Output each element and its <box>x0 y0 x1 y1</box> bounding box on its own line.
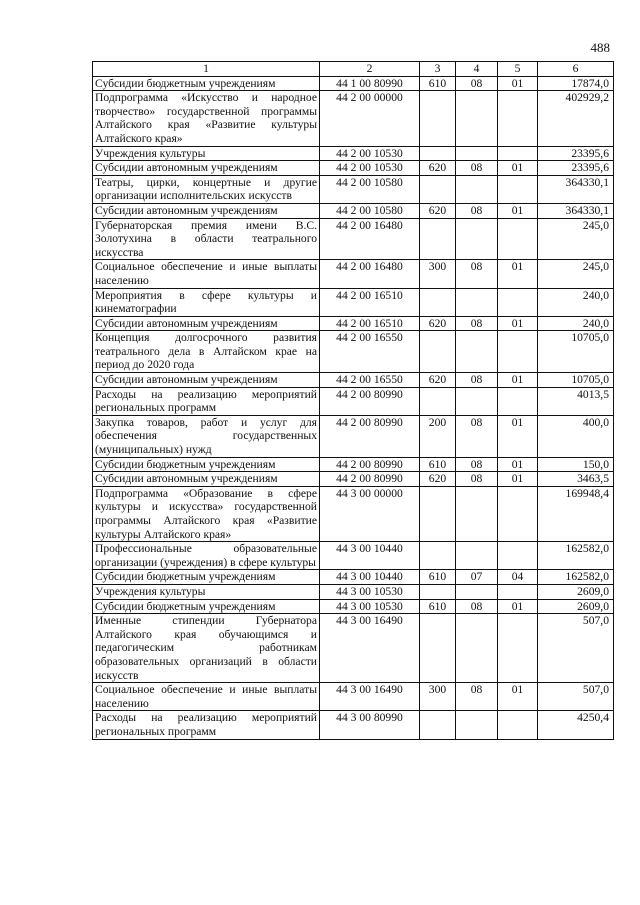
cell-sum: 364330,1 <box>538 175 614 203</box>
table-row <box>93 542 614 570</box>
cell-pr <box>498 288 538 316</box>
cell-sum: 10705,0 <box>538 373 614 388</box>
cell-pr <box>498 584 538 599</box>
cell-vr: 200 <box>420 415 456 457</box>
cell-pr <box>498 218 538 260</box>
table-row <box>93 91 614 146</box>
cell-code: 44 3 00 10530 <box>320 584 420 599</box>
cell-code: 44 3 00 16490 <box>320 683 420 711</box>
cell-rz: 08 <box>456 161 498 176</box>
cell-pr: 01 <box>498 161 538 176</box>
cell-code: 44 2 00 80990 <box>320 472 420 487</box>
cell-pr <box>498 175 538 203</box>
cell-sum: 17874,0 <box>538 76 614 91</box>
cell-name: Субсидии автономным учреждениям <box>93 316 320 331</box>
cell-vr <box>420 387 456 415</box>
header-cell: 3 <box>420 62 456 77</box>
cell-name: Концепция долгосрочного развития театрального дела в Алтайском крае на период до 2020 года <box>93 331 320 373</box>
header-cell: 1 <box>93 62 320 77</box>
cell-pr: 04 <box>498 570 538 585</box>
cell-vr: 620 <box>420 316 456 331</box>
cell-vr <box>420 146 456 161</box>
cell-rz <box>456 288 498 316</box>
cell-sum: 400,0 <box>538 415 614 457</box>
cell-rz <box>456 91 498 146</box>
cell-rz <box>456 542 498 570</box>
cell-rz: 08 <box>456 373 498 388</box>
cell-rz: 08 <box>456 203 498 218</box>
table-row <box>93 614 614 683</box>
table-row <box>93 146 614 161</box>
cell-rz <box>456 711 498 739</box>
cell-vr <box>420 288 456 316</box>
cell-name: Субсидии бюджетным учреждениям <box>93 570 320 585</box>
cell-rz <box>456 387 498 415</box>
cell-rz: 08 <box>456 76 498 91</box>
cell-sum: 23395,6 <box>538 161 614 176</box>
cell-name: Губернаторская премия имени В.С. Золотухина в области театрального искусства <box>93 218 320 260</box>
cell-sum: 245,0 <box>538 260 614 288</box>
cell-vr <box>420 218 456 260</box>
table-row <box>93 316 614 331</box>
cell-code: 44 3 00 10440 <box>320 570 420 585</box>
cell-code: 44 2 00 00000 <box>320 91 420 146</box>
cell-sum: 2609,0 <box>538 584 614 599</box>
cell-name: Субсидии автономным учреждениям <box>93 472 320 487</box>
table-row <box>93 486 614 541</box>
cell-name: Социальное обеспечение и иные выплаты населению <box>93 683 320 711</box>
cell-code: 44 3 00 10530 <box>320 599 420 614</box>
cell-vr <box>420 542 456 570</box>
cell-code: 44 2 00 10530 <box>320 161 420 176</box>
table-row <box>93 260 614 288</box>
cell-rz: 08 <box>456 260 498 288</box>
header-cell: 2 <box>320 62 420 77</box>
cell-name: Театры, цирки, концертные и другие организации исполнительских искусств <box>93 175 320 203</box>
table-row <box>93 599 614 614</box>
table-row <box>93 387 614 415</box>
cell-code: 44 3 00 16490 <box>320 614 420 683</box>
cell-code: 44 2 00 16510 <box>320 316 420 331</box>
cell-name: Субсидии бюджетным учреждениям <box>93 457 320 472</box>
cell-rz <box>456 486 498 541</box>
cell-sum: 364330,1 <box>538 203 614 218</box>
header-cell: 5 <box>498 62 538 77</box>
cell-rz <box>456 614 498 683</box>
cell-sum: 162582,0 <box>538 542 614 570</box>
cell-rz: 08 <box>456 316 498 331</box>
cell-name: Закупка товаров, работ и услуг для обеспечения государственных (муниципальных) нужд <box>93 415 320 457</box>
table-row <box>93 175 614 203</box>
cell-code: 44 3 00 00000 <box>320 486 420 541</box>
budget-table <box>92 61 614 740</box>
table-row <box>93 288 614 316</box>
cell-sum: 150,0 <box>538 457 614 472</box>
cell-pr <box>498 542 538 570</box>
cell-pr: 01 <box>498 683 538 711</box>
cell-sum: 23395,6 <box>538 146 614 161</box>
cell-vr: 300 <box>420 260 456 288</box>
cell-sum: 507,0 <box>538 683 614 711</box>
cell-name: Профессиональные образовательные организации (учреждения) в сфере культуры <box>93 542 320 570</box>
cell-code: 44 2 00 16510 <box>320 288 420 316</box>
table-row <box>93 76 614 91</box>
cell-rz <box>456 218 498 260</box>
cell-vr: 610 <box>420 457 456 472</box>
cell-name: Субсидии автономным учреждениям <box>93 161 320 176</box>
cell-name: Учреждения культуры <box>93 146 320 161</box>
cell-pr: 01 <box>498 415 538 457</box>
cell-sum: 4013,5 <box>538 387 614 415</box>
cell-vr: 610 <box>420 76 456 91</box>
cell-sum: 507,0 <box>538 614 614 683</box>
table-row <box>93 472 614 487</box>
table-row <box>93 683 614 711</box>
cell-code: 44 2 00 10580 <box>320 175 420 203</box>
cell-pr: 01 <box>498 472 538 487</box>
table-row <box>93 570 614 585</box>
cell-pr: 01 <box>498 599 538 614</box>
cell-name: Социальное обеспечение и иные выплаты населению <box>93 260 320 288</box>
cell-name: Подпрограмма «Образование в сфере культуры и искусства» государственной программы Алтайского края «Развитие культуры Алтайского края» <box>93 486 320 541</box>
cell-code: 44 2 00 80990 <box>320 387 420 415</box>
cell-sum: 4250,4 <box>538 711 614 739</box>
cell-rz: 08 <box>456 457 498 472</box>
table-row <box>93 711 614 739</box>
cell-code: 44 2 00 10530 <box>320 146 420 161</box>
cell-name: Расходы на реализацию мероприятий региональных программ <box>93 387 320 415</box>
cell-pr: 01 <box>498 203 538 218</box>
table-row <box>93 218 614 260</box>
cell-pr <box>498 387 538 415</box>
table-row <box>93 203 614 218</box>
cell-pr: 01 <box>498 260 538 288</box>
table-row <box>93 457 614 472</box>
cell-vr <box>420 486 456 541</box>
cell-vr: 620 <box>420 472 456 487</box>
cell-vr: 300 <box>420 683 456 711</box>
cell-pr <box>498 614 538 683</box>
cell-code: 44 2 00 80990 <box>320 415 420 457</box>
cell-vr: 620 <box>420 161 456 176</box>
cell-rz <box>456 584 498 599</box>
cell-rz: 08 <box>456 683 498 711</box>
cell-code: 44 2 00 16550 <box>320 373 420 388</box>
cell-sum: 245,0 <box>538 218 614 260</box>
cell-sum: 3463,5 <box>538 472 614 487</box>
cell-code: 44 2 00 10580 <box>320 203 420 218</box>
cell-vr <box>420 711 456 739</box>
table-row <box>93 584 614 599</box>
cell-pr: 01 <box>498 76 538 91</box>
cell-vr: 620 <box>420 373 456 388</box>
table-body <box>93 62 614 740</box>
table-header-row <box>93 62 614 77</box>
cell-pr <box>498 146 538 161</box>
cell-vr: 610 <box>420 599 456 614</box>
cell-code: 44 2 00 16550 <box>320 331 420 373</box>
table-row <box>93 161 614 176</box>
cell-code: 44 1 00 80990 <box>320 76 420 91</box>
cell-sum: 240,0 <box>538 288 614 316</box>
cell-rz: 07 <box>456 570 498 585</box>
table-row <box>93 415 614 457</box>
cell-code: 44 3 00 80990 <box>320 711 420 739</box>
cell-name: Субсидии бюджетным учреждениям <box>93 76 320 91</box>
cell-name: Подпрограмма «Искусство и народное творчество» государственной программы Алтайского края «Развитие культуры Алтайского края» <box>93 91 320 146</box>
cell-name: Расходы на реализацию мероприятий региональных программ <box>93 711 320 739</box>
cell-name: Мероприятия в сфере культуры и кинематографии <box>93 288 320 316</box>
cell-code: 44 3 00 10440 <box>320 542 420 570</box>
cell-sum: 162582,0 <box>538 570 614 585</box>
cell-name: Учреждения культуры <box>93 584 320 599</box>
cell-rz: 08 <box>456 599 498 614</box>
cell-vr <box>420 175 456 203</box>
cell-sum: 2609,0 <box>538 599 614 614</box>
cell-name: Именные стипендии Губернатора Алтайского края обучающимся и педагогическим работникам образовательных организаций в области искусств <box>93 614 320 683</box>
header-cell: 4 <box>456 62 498 77</box>
cell-sum: 240,0 <box>538 316 614 331</box>
cell-vr <box>420 584 456 599</box>
cell-code: 44 2 00 16480 <box>320 218 420 260</box>
cell-pr: 01 <box>498 373 538 388</box>
cell-rz: 08 <box>456 415 498 457</box>
cell-pr <box>498 711 538 739</box>
cell-sum: 10705,0 <box>538 331 614 373</box>
cell-rz: 08 <box>456 472 498 487</box>
cell-name: Субсидии автономным учреждениям <box>93 203 320 218</box>
cell-name: Субсидии автономным учреждениям <box>93 373 320 388</box>
cell-rz <box>456 146 498 161</box>
cell-pr: 01 <box>498 316 538 331</box>
cell-rz <box>456 331 498 373</box>
cell-vr <box>420 91 456 146</box>
cell-vr <box>420 331 456 373</box>
cell-vr <box>420 614 456 683</box>
cell-rz <box>456 175 498 203</box>
cell-sum: 169948,4 <box>538 486 614 541</box>
cell-vr: 610 <box>420 570 456 585</box>
header-cell: 6 <box>538 62 614 77</box>
cell-code: 44 2 00 16480 <box>320 260 420 288</box>
cell-name: Субсидии бюджетным учреждениям <box>93 599 320 614</box>
cell-pr <box>498 331 538 373</box>
cell-pr <box>498 91 538 146</box>
cell-vr: 620 <box>420 203 456 218</box>
cell-pr: 01 <box>498 457 538 472</box>
table-row <box>93 373 614 388</box>
cell-code: 44 2 00 80990 <box>320 457 420 472</box>
table-row <box>93 331 614 373</box>
cell-sum: 402929,2 <box>538 91 614 146</box>
page-number: 488 <box>590 40 610 55</box>
cell-pr <box>498 486 538 541</box>
